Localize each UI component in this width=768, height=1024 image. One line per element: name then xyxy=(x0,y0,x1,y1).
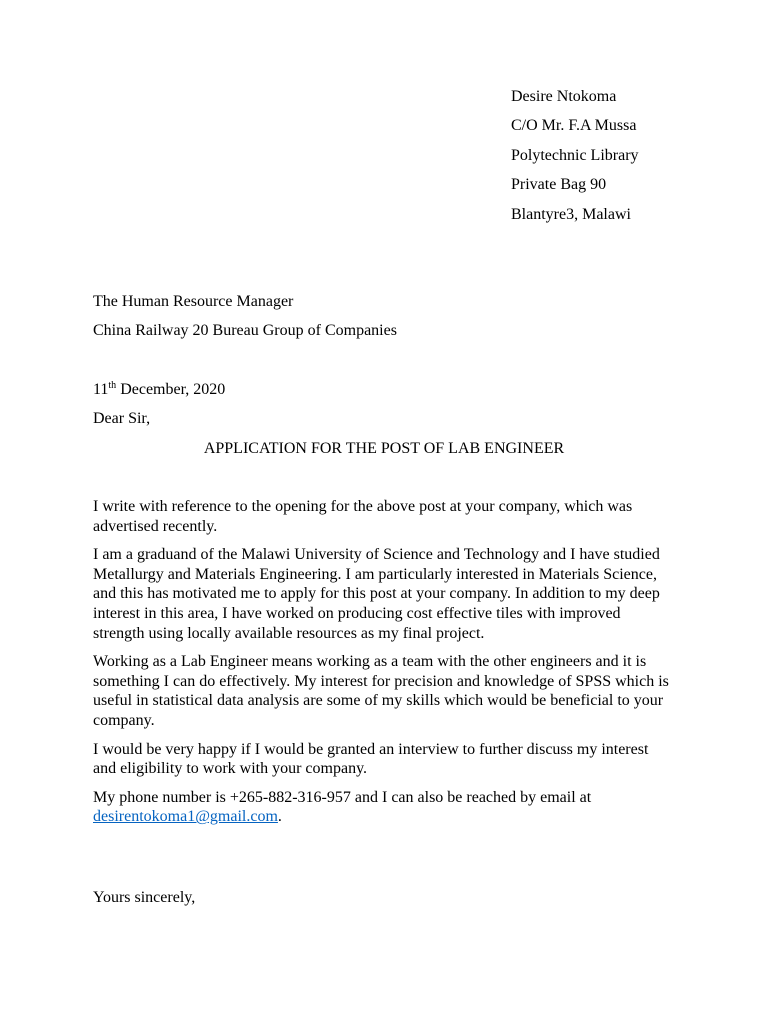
body-paragraph-reference: I write with reference to the opening for the above post at your company, which was advertised recently. xyxy=(93,498,633,535)
recipient-company: China Railway 20 Bureau Group of Companies xyxy=(93,322,397,340)
date-suffix: th xyxy=(108,380,117,391)
sender-po-box: Private Bag 90 xyxy=(511,176,607,194)
sender-name: Desire Ntokoma xyxy=(511,88,617,105)
email-link[interactable]: desirentokoma1@gmail.com xyxy=(93,808,278,826)
date-day: 11 xyxy=(93,381,109,398)
date-rest: December, 2020 xyxy=(116,381,226,398)
body-paragraph-education: I am a graduand of the Malawi University of Science and Technology and I have studied Metallurgy and Materials Engineering. I am particularly interested in Materials Science, and this has motivated me to apply for this post at your company. In addition to my deep interest in this area, I have worked on producing cost effective tiles with improved strength using locally available resources as my final project. xyxy=(93,546,660,642)
sender-institution: Polytechnic Library xyxy=(511,146,639,164)
body-paragraph-interview: I would be very happy if I would be granted an interview to further discuss my interest and eligibility to work with your company. xyxy=(93,740,649,778)
recipient-title: The Human Resource Manager xyxy=(93,293,294,310)
body-paragraph-skills: Working as a Lab Engineer means working as a team with the other engineers and it is something I can do effectively. My interest for precision and knowledge of SPSS which is useful in statistical data analysis are some of my skills which would be beneficial to your company. xyxy=(93,653,669,729)
contact-text: My phone number is +265-882-316-957 and I can also be reached by email at xyxy=(93,788,592,806)
sender-city: Blantyre3, Malawi xyxy=(511,205,631,223)
letter-date xyxy=(93,380,225,400)
closing: Yours sincerely, xyxy=(93,889,196,906)
recipient-address-block xyxy=(93,292,397,351)
subject-line: APPLICATION FOR THE POST OF LAB ENGINEER xyxy=(203,440,565,457)
sender-address-block xyxy=(511,87,639,234)
letter-body xyxy=(93,497,675,836)
contact-end: . xyxy=(277,808,282,826)
body-paragraph-contact xyxy=(93,788,675,827)
sender-care-of: C/O Mr. F.A Mussa xyxy=(511,117,637,135)
salutation: Dear Sir, xyxy=(93,410,151,427)
